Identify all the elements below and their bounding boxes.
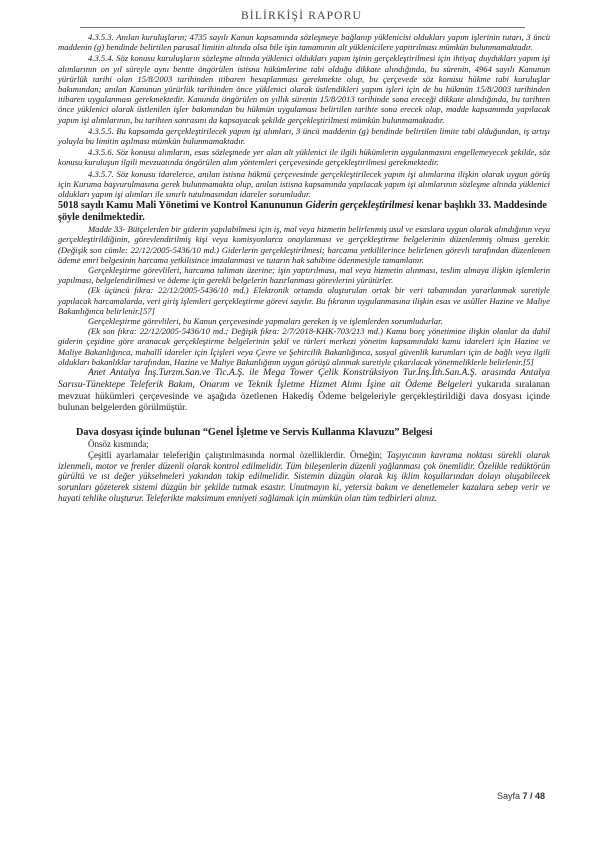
report-header: BİLİRKİŞİ RAPORU: [240, 10, 363, 22]
section-heading-5018: 5018 sayılı Kamu Mali Yönetimi ve Kontrol Kanununun Giderin gerçekleştirilmesi kenar başlıklı 33. Maddesinde şöyle denilmektedir.: [58, 200, 547, 224]
header-divider: [80, 27, 525, 28]
page-number: Sayfa 7 / 48: [496, 791, 545, 801]
article-33-paragraph-3: (Ek üçüncü fıkra: 22/12/2005-5436/10 md.) Elektronik ortamda oluşturulan ortak bir veri tabanından yararlanmak suretiyle yapılacak harcamalarda, veri giriş işlemleri gerçekleştirme görevi sayılır. Bu fıkranın uygulanmasına ilişkin esas ve usûller Hazine ve Maliye Bakanlığınca belirlenir.[57]: [58, 285, 550, 316]
article-33-paragraph-4: Gerçekleştirme görevlileri, bu Kanun çerçevesinde yapmaları gereken iş ve işlemlerden sorumludurlar.: [88, 316, 443, 327]
paragraph-4-3-5-5: 4.3.5.5. Bu kapsamda gerçekleştirilecek yapım işi alımları, 3 üncü maddenin (g) bendinde belirtilen limite tabi olduğundan, iş artışı yoluyla bu limitin aşılması mümkün bulunmamaktadır.: [58, 125, 550, 147]
paragraph-4-3-5-3: 4.3.5.3. Anılan kuruluşların; 4735 sayılı Kanun kapsamında sözleşmeye bağlanıp yüklenicisi oldukları yapım işlerinin tutarı, 3 üncü maddenin (g) bendinde belirtilen parasal limitin altında olsa bile işin tamamının alt yüklenicilere yaptırılması mümkün bulunmamaktadır.: [58, 32, 550, 53]
preface-label: Önsöz kısmında;: [88, 439, 149, 450]
paragraph-4-3-5-7: 4.3.5.7. Söz konusu idarelerce, anılan istisna hükmü çerçevesinde gerçekleştirilecek yapım işi alımlarına ilişkin olarak uygun görüş için Kuruma başvurulmasına gerek bulunmamakta olup, anılan istisna kapsamında yapılacak yapım işi alımlarının sözleşme altında yüklenici oldukları yapım işi alımları ile sınırlı tutulmasından idareler sorumludur.: [58, 168, 550, 200]
page-body: [58, 32, 550, 503]
manual-heading: Dava dosyası içinde bulunan “Genel İşletme ve Servis Kullanma Klavuzu” Belgesi: [76, 427, 433, 439]
paragraph-4-3-5-4: 4.3.5.4. Söz konusu kuruluşların sözleşme altında yüklenici oldukları yapım işinin gerçekleştirilmesi için ihtiyaç duydukları yapım işi alımlarının on yıl süreyle aynı bentte öngörülen istisna hükümlerine tabi olduğu dikkate alındığında, bu sürenin, 4964 sayılı Kanunun yürürlük tarihi olan 15/8/2003 tarihinden itibaren hesaplanması gerekmekte olup, bu çerçevede söz konusu hükme tabi kuruluşlar bakımından; anılan Kanunun yürürlük tarihinden önce yüklenici olarak üstlendikleri yapım işleri için de bu hükmün 15/8/2003 tarihinden itibaren uygulanması gerekmektedir. Kanunda öngörülen on yıllık sürenin 15/8/2013 tarihinde sona ereceği dikkate alındığında, bu tarihten önce yüklenici olarak üstlenilen işler bakımından bu hükmün uygulaması belirtilen tarihte sona erecek olup, madde kapsamında yapılacak yapım işi alımlarının, bu tarihten sonrasını da kapsayacak şekilde gerçekleştirilmesi mümkün bulunmamaktadır.: [58, 53, 550, 125]
article-33-paragraph-2: Gerçekleştirme görevlileri, harcama talimatı üzerine; işin yaptırılması, mal veya hizmetin alınması, teslim almaya ilişkin işlemlerin yapılması, belgelendirilmesi ve ödeme için gerekli belgelerin hazırlanması görevlerini yürütürler.: [58, 265, 550, 286]
spacer: [58, 414, 550, 427]
payment-documents-paragraph: Anet Antalya İnş.Turzm.San.ve Tic.A.Ş. ile Mega Tower Çelik Konstrüksiyon Tur.İnş.İth.San.A.Ş. arasında Antalya Sarısu-Tünektepe Teleferik Bakım, Onarım ve Teknik İşletme Hizmet Alımı İşine ait Ödeme Belgeleri yukarıda sıralanan mevzuat hükümleri çerçevesinde ve aşağıda özetlenen Hakediş Ödeme belgeleriyle gerçekleştirildiği dava dosyası içinde bulunan belgelerden görülmüştür.: [58, 367, 550, 414]
article-33-paragraph-5: (Ek son fıkra: 22/12/2005-5436/10 md.; Değişik fıkra: 2/7/2018-KHK-703/213 md.) Kamu borç yönetimine ilişkin olanlar da dahil giderin çeşidine göre aranacak gerçekleştirme belgelerinin şekil ve türleri merkezi yönetim kapsamındaki kamu idareleri için Hazine ve Maliye Bakanlığınca, mahallî idareler için İçişleri veya Çevre ve Şehircilik Bakanlığınca, sosyal güvenlik kurumları için de bağlı veya ilgili oldukları bakanlıklar tarafından, Hazine ve Maliye Bakanlığının uygun görüşü alınmak suretiyle çıkarılacak yönetmeliklerle belirlenir.[5]: [58, 326, 550, 367]
preface-paragraph: Çeşitli ayarlamalar teleferiğin çalıştırılmasında normal özelliklerdir. Örneğin; Taşıyıcının kavrama noktası sürekli olarak izlenmeli, motor ve frenler düzenli olarak kontrol edilmelidir. Tüm bileşenlerin düzenli yağlanması çok önemlidir. Özelikle redüktörün gürültü ve ısı değer yükselmeleri yakından takip edilmelidir. Sistemin düzgün olarak kış iklim koşullarından dolayı oluşabilecek sorunları gözeterek sistemi düzgün bir şekilde tutmak esastır. Unutmayın ki, yetersiz bakım ve denetlemeler kazalara sebep verir ve hayati tehlike oluşturur. Teleferikte maksimum emniyeti sağlamak için mümkün olan tüm tedbirleri alınız.: [58, 450, 551, 503]
article-33-paragraph-1: Madde 33- Bütçelerden bir giderin yapılabilmesi için iş, mal veya hizmetin belirlenmiş usul ve esaslara uygun olarak alındığının veya gerçekleştirildiğinin, görevlendirilmiş kişi veya komisyonlarca onaylanması ve gerçekleştirme belgelerinin düzenlenmiş olması gerekir. (Değişik son cümle: 22/12/2005-5436/10 md.) Giderlerin gerçekleştirilmesi; harcama yetkililerince belirlenen görevli tarafından düzenlenen ödeme emri belgesinin harcama yetkilisince imzalanması ve tutarın hak sahibine ödenmesiyle tamamlanır.: [58, 224, 550, 265]
paragraph-4-3-5-6: 4.3.5.6. Söz konusu alımların, esas sözleşmede yer alan alt yüklenici ile ilgili hükümlerin uygulanmasını engellemeyecek şekilde, söz konusu kuruluşun ilgili mevzuatında öngörülen alım yöntemleri çerçevesinde gerçekleştirilmesi gerekmektedir.: [58, 147, 550, 168]
